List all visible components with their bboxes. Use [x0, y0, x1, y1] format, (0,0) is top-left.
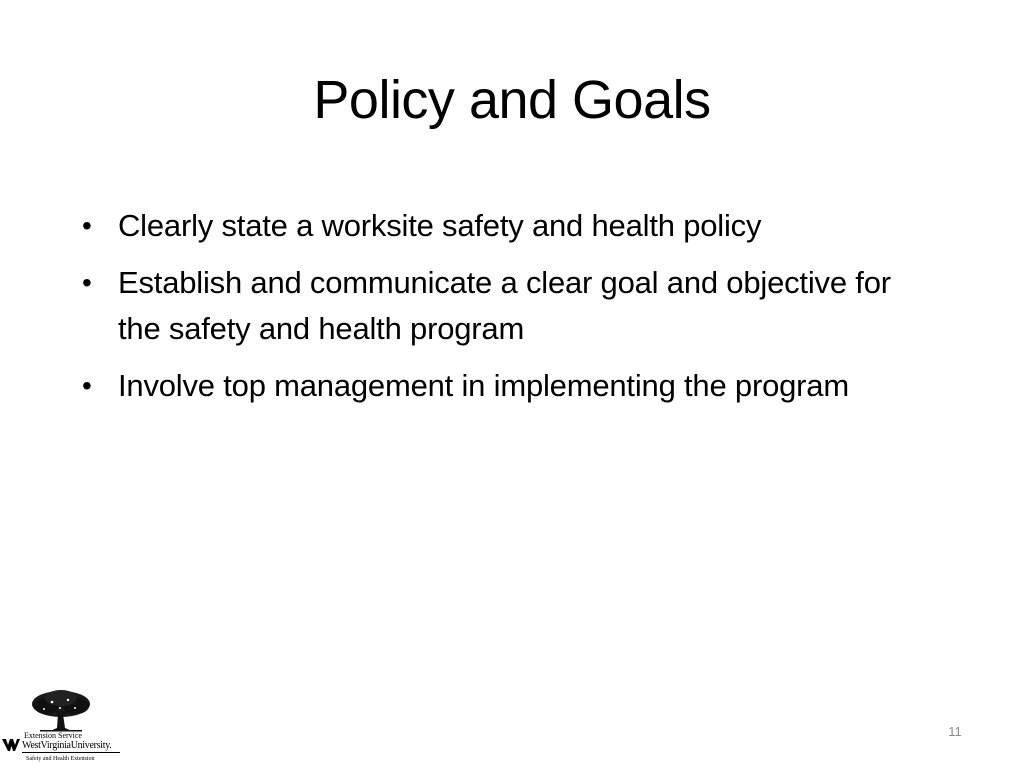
bullet-marker: • — [82, 370, 92, 401]
bullet-text: Involve top management in implementing the program — [118, 368, 849, 403]
list-item — [80, 363, 920, 409]
list-item — [80, 260, 920, 352]
wv-flying-logo-icon — [2, 738, 24, 752]
bullet-text: Establish and communicate a clear goal and objective for the safety and health program — [118, 265, 891, 346]
bullet-list — [80, 203, 920, 420]
logo-divider — [22, 752, 120, 753]
logo-line-2: WestVirginiaUniversity. — [22, 740, 112, 751]
wvu-extension-logo — [2, 690, 124, 766]
bullet-marker: • — [82, 210, 92, 241]
bullet-text: Clearly state a worksite safety and health policy — [118, 208, 762, 243]
list-item — [80, 203, 920, 249]
logo-line-1: Extension Service — [24, 731, 82, 740]
bullet-marker: • — [82, 267, 92, 298]
slide-title: Policy and Goals — [313, 70, 711, 130]
tree-icon — [30, 690, 92, 732]
logo-line-3: Safety and Health Extension — [26, 756, 95, 762]
page-number: 11 — [948, 724, 962, 739]
